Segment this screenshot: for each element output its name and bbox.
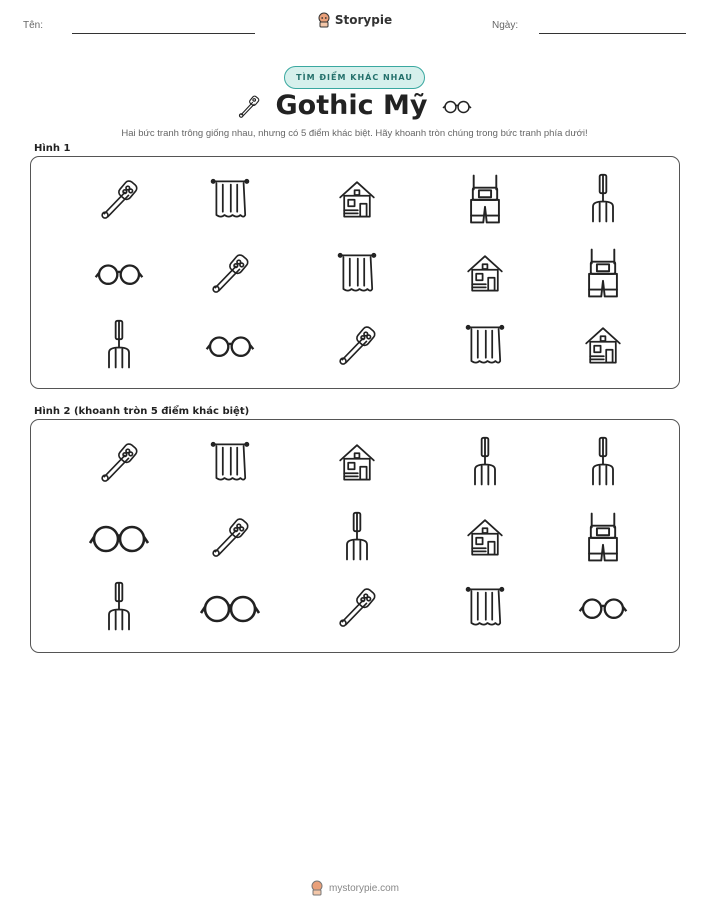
activity-badge: TÌM ĐIỂM KHÁC NHAU [284,66,425,89]
pitchfork-icon[interactable] [89,577,149,637]
date-label: Ngày: [492,20,519,31]
glasses-icon[interactable] [200,315,260,375]
curtain-icon[interactable] [327,243,387,303]
name-label: Tên: [23,20,44,31]
overalls-icon[interactable] [573,507,633,567]
curtain-icon[interactable] [455,577,515,637]
glasses-icon [441,96,473,116]
pitchfork-icon[interactable] [573,169,633,229]
house-icon[interactable] [327,169,387,229]
footer-site: mystorypie.com [328,882,399,894]
glasses-icon[interactable] [573,577,633,637]
curtain-icon[interactable] [200,169,260,229]
curtain-icon[interactable] [200,432,260,492]
safety-pin-icon[interactable] [89,169,149,229]
safety-pin-icon[interactable] [200,507,260,567]
safety-pin-icon [236,91,262,121]
footer [0,880,709,896]
pitchfork-icon[interactable] [327,507,387,567]
house-icon[interactable] [455,243,515,303]
storypie-mascot-icon [317,12,331,28]
name-field[interactable] [72,33,255,34]
safety-pin-icon[interactable] [327,315,387,375]
storypie-mascot-icon [310,880,324,896]
picture-1-label: Hình 1 [34,143,71,154]
curtain-icon[interactable] [455,315,515,375]
overalls-icon[interactable] [573,243,633,303]
brand-logo [0,12,709,28]
glasses-icon[interactable] [89,507,149,567]
safety-pin-icon[interactable] [89,432,149,492]
safety-pin-icon[interactable] [327,577,387,637]
picture-2-panel[interactable] [30,419,680,653]
pitchfork-icon[interactable] [89,315,149,375]
house-icon[interactable] [455,507,515,567]
house-icon[interactable] [327,432,387,492]
picture-1-panel[interactable] [30,156,680,389]
date-field[interactable] [539,33,686,34]
brand-name: Storypie [334,13,393,27]
page-title: Gothic Mỹ [275,90,428,121]
pitchfork-icon[interactable] [455,432,515,492]
safety-pin-icon[interactable] [200,243,260,303]
pitchfork-icon[interactable] [573,432,633,492]
glasses-icon[interactable] [89,243,149,303]
glasses-icon[interactable] [200,577,260,637]
picture-2-label: Hình 2 (khoanh tròn 5 điểm khác biệt) [34,406,250,417]
instructions-text: Hai bức tranh trông giống nhau, nhưng có 5 điểm khác biệt. Hãy khoanh tròn chúng trong bức tranh phía dưới! [121,128,588,139]
overalls-icon[interactable] [455,169,515,229]
house-icon[interactable] [573,315,633,375]
